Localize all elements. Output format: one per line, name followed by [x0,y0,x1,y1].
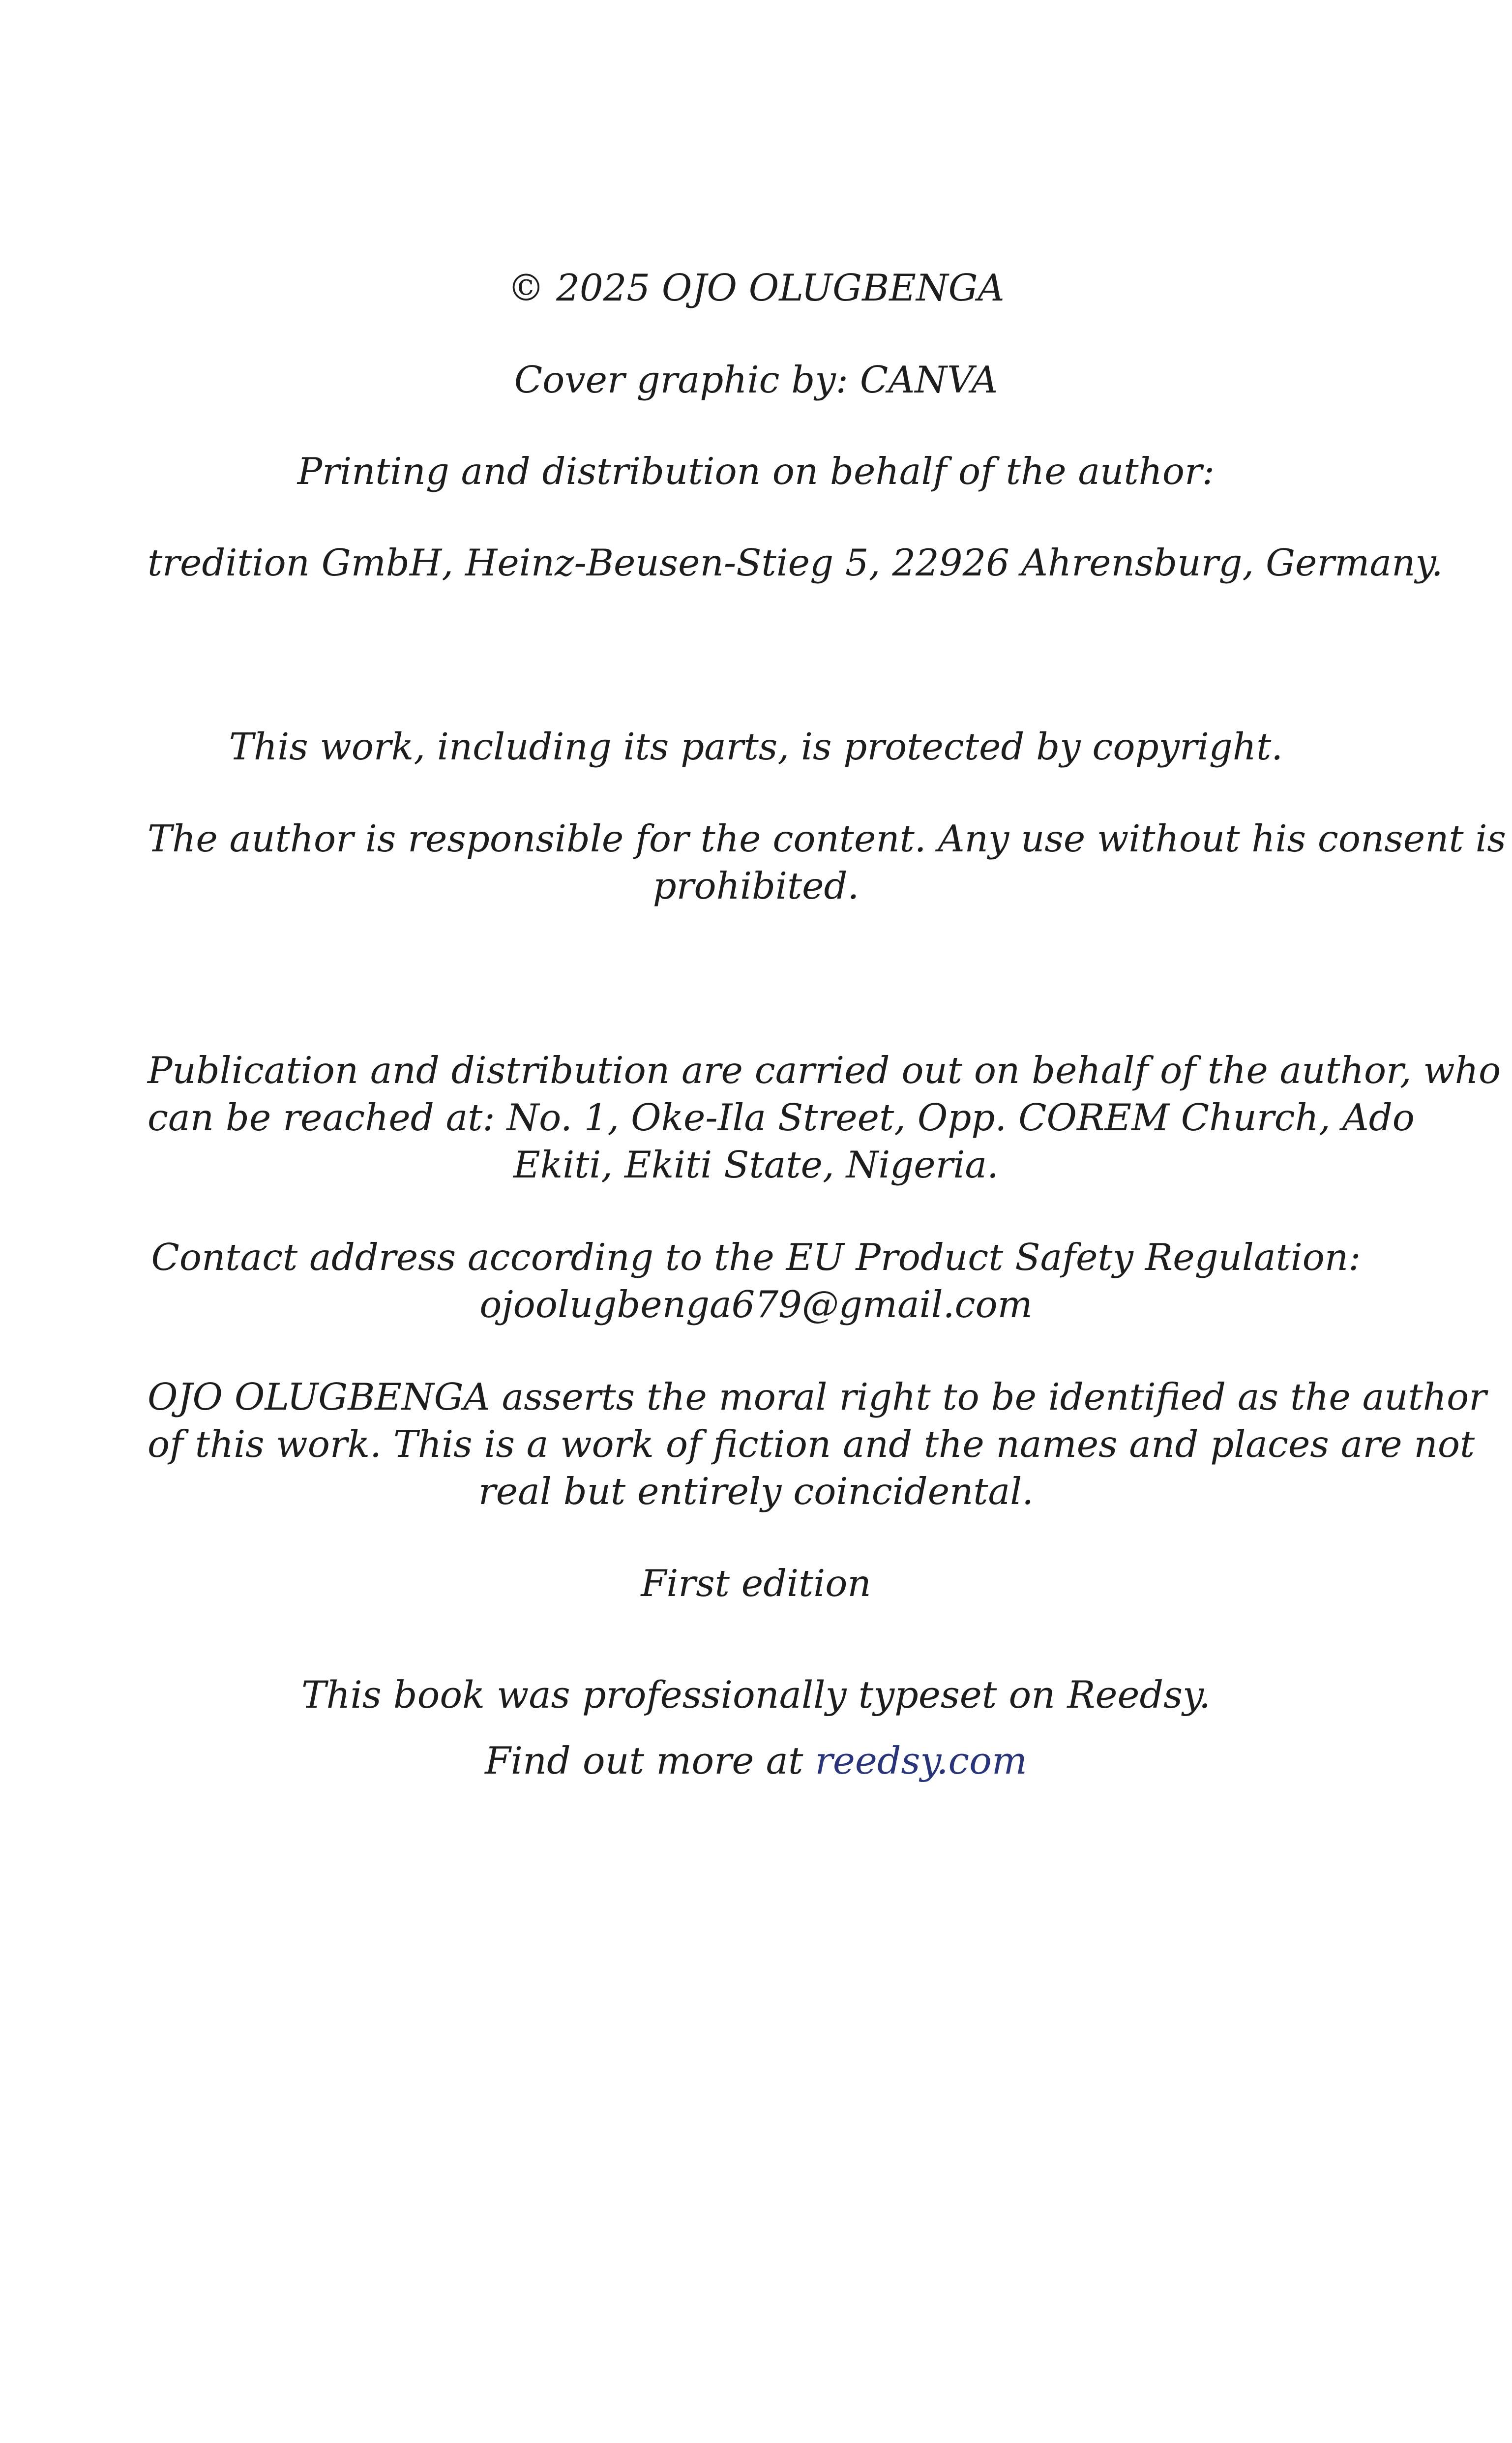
find-out-more: Find out more at reedsy.com [485,1739,1027,1782]
reedsy-link[interactable]: reedsy.com [815,1739,1027,1782]
responsibility-statement: The author is responsible for the content. Any use without his consent is prohibited. [148,817,1506,907]
typeset-statement: This book was professionally typeset on Reedsy. [301,1673,1211,1717]
printing-statement: Printing and distribution on behalf of the author: [297,450,1215,493]
publication-statement: Publication and distribution are carried out on behalf of the author, who can be reached at: No. 1, Oke-Ila Street, Opp. COREM Church, Ado Ekiti, Ekiti State, Nigeria. [148,1049,1501,1186]
publisher-address: tredition GmbH, Heinz-Beusen-Stieg 5, 22926 Ahrensburg, Germany. [148,541,1443,584]
contact-email: ojoolugbenga679@gmail.com [479,1283,1033,1326]
moral-right-statement: OJO OLUGBENGA asserts the moral right to be identified as the author of this work. This is a work of fiction and the names and places are not real but entirely coincidental. [148,1375,1487,1513]
contact-address: Contact address according to the EU Product Safety Regulation: ojoolugbenga679@gmail.com [148,1234,1364,1328]
cover-graphic-credit: Cover graphic by: CANVA [514,358,998,401]
copyright-protection-statement: This work, including its parts, is protected by copyright. [229,725,1283,768]
copyright-notice: © 2025 OJO OLUGBENGA [507,266,1005,309]
edition-label: First edition [641,1562,871,1605]
